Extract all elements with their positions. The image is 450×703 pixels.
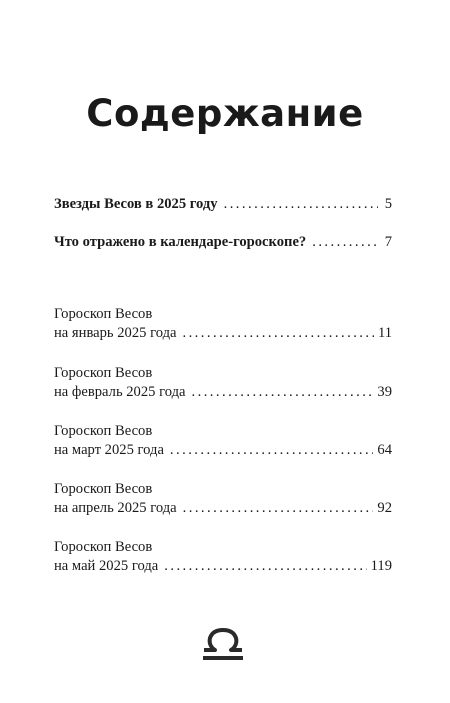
toc-leader-dots [192, 383, 374, 402]
libra-zodiac-icon [202, 628, 244, 662]
toc-entry[interactable] [54, 195, 392, 214]
toc-entry[interactable] [54, 364, 392, 402]
toc-entry-subtitle: на февраль 2025 года [54, 384, 186, 400]
toc-leader-dots [312, 233, 378, 252]
toc-entry[interactable] [54, 538, 392, 576]
toc-leader-dots [183, 499, 374, 518]
toc-entry-title: Гороскоп Весов [54, 365, 153, 381]
toc-entry-subtitle: на май 2025 года [54, 558, 159, 574]
toc-page-number: 119 [370, 558, 392, 574]
toc-entry-subtitle: на январь 2025 года [54, 325, 177, 341]
toc-entry[interactable] [54, 233, 392, 252]
toc-page-number: 92 [377, 500, 392, 516]
toc-entry[interactable] [54, 422, 392, 460]
page-title: Содержание [86, 92, 364, 135]
toc-entry-title: Что отражено в календаре-гороскопе? [54, 234, 307, 250]
toc-entry-title: Звезды Весов в 2025 году [54, 196, 218, 212]
toc-leader-dots [224, 195, 378, 214]
toc-entry-subtitle: на март 2025 года [54, 442, 164, 458]
toc-entry[interactable] [54, 480, 392, 518]
toc-page-number: 11 [377, 325, 392, 341]
toc-entry-subtitle: на апрель 2025 года [54, 500, 177, 516]
toc-leader-dots [182, 324, 373, 343]
toc-page-number: 64 [377, 442, 392, 458]
toc-page-number: 39 [377, 384, 392, 400]
toc-entry-title: Гороскоп Весов [54, 306, 153, 322]
toc-leader-dots [170, 441, 373, 460]
toc-entry-title: Гороскоп Весов [54, 423, 153, 439]
toc-entry[interactable] [54, 305, 392, 343]
toc-entry-title: Гороскоп Весов [54, 481, 153, 497]
toc-entry-title: Гороскоп Весов [54, 539, 153, 555]
toc-page-number: 5 [384, 196, 392, 212]
toc-page-number: 7 [384, 234, 392, 250]
toc-leader-dots [164, 557, 366, 576]
